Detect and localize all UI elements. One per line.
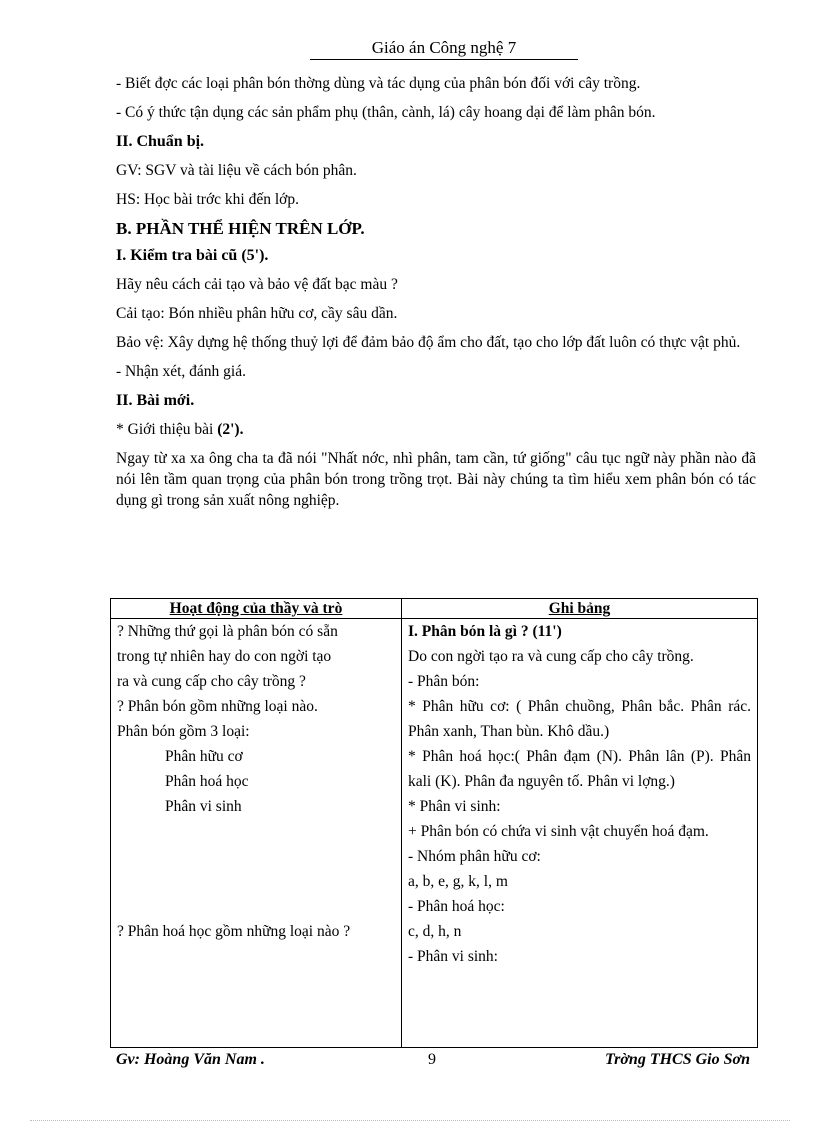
- review-assessment: - Nhận xét, đánh giá.: [116, 363, 246, 380]
- board-line: + Phân bón có chứa vi sinh vật chuyển hoá đạm.: [408, 823, 709, 840]
- heading-preparation: II. Chuẩn bị.: [116, 133, 205, 150]
- review-answer-improve: Cải tạo: Bón nhiều phân hữu cơ, cầy sâu dần.: [116, 305, 398, 322]
- header-activities: Hoạt động của thầy và trò: [111, 599, 402, 619]
- board-line: - Phân hoá học:: [408, 898, 505, 915]
- board-heading: I. Phân bón là gì ? (11'): [408, 623, 562, 640]
- board-line: - Phân bón:: [408, 673, 480, 690]
- review-answer-protect: Bảo vệ: Xây dựng hệ thống thuỷ lợi để đảm bảo độ ẩm cho đất, tạo cho lớp đất luôn có thực vật phủ.: [116, 334, 741, 351]
- prep-student: HS: Học bài trớc khi đến lớp.: [116, 191, 299, 208]
- board-line: * Phân hoá học:( Phân đạm (N). Phân lân (P). Phân kali (K). Phân đa nguyên tố. Phân vi lợng.): [408, 748, 751, 790]
- table-row: [111, 619, 758, 1048]
- fertilizer-type-organic: Phân hữu cơ: [165, 748, 243, 765]
- intro-time: (2').: [217, 421, 244, 438]
- board-line: c, d, h, n: [408, 923, 462, 940]
- board-line: - Nhóm phân hữu cơ:: [408, 848, 541, 865]
- bottom-divider: [30, 1120, 790, 1121]
- review-question: Hãy nêu cách cải tạo và bảo vệ đất bạc màu ?: [116, 276, 398, 293]
- footer-page-number: 9: [428, 1051, 436, 1068]
- opening-paragraph: Ngay từ xa xa ông cha ta đã nói "Nhất nớc, nhì phân, tam cần, tứ giống" câu tục ngữ này phần nào đã nói lên tầm quan trọng của phân bón trong trồng trọt. Bài này chúng ta tìm hiểu xem phân bón có tác dụng gì trong sản xuất nông nghiệp.: [116, 450, 756, 509]
- objective-paragraph-1: - Biết đợc các loại phân bón thờng dùng và tác dụng của phân bón đối với cây trồng.: [116, 75, 641, 92]
- footer-teacher: Gv: Hoàng Văn Nam .: [116, 1051, 265, 1068]
- activity-line: ? Những thứ gọi là phân bón có sẵn: [117, 623, 338, 640]
- heading-new-lesson: II. Bài mới.: [116, 392, 195, 409]
- board-notes-cell: [402, 619, 758, 1048]
- lesson-content: [116, 73, 756, 518]
- page-footer: [116, 1051, 750, 1073]
- board-line: - Phân vi sinh:: [408, 948, 498, 965]
- header-board-notes: Ghi bảng: [402, 599, 758, 619]
- board-line: * Phân vi sinh:: [408, 798, 501, 815]
- heading-review: I. Kiểm tra bài cũ (5').: [116, 247, 269, 264]
- board-line: Do con ngời tạo ra và cung cấp cho cây trồng.: [408, 648, 694, 665]
- activity-line: ra và cung cấp cho cây trồng ?: [117, 673, 306, 690]
- page-header-title: Giáo án Công nghệ 7: [310, 38, 578, 60]
- activity-line: Phân bón gồm 3 loại:: [117, 723, 250, 740]
- activities-cell: [111, 619, 402, 1048]
- footer-school: Trờng THCS Gio Sơn: [604, 1051, 750, 1068]
- lesson-introduction: [116, 419, 756, 440]
- prep-teacher: GV: SGV và tài liệu về cách bón phân.: [116, 162, 357, 179]
- fertilizer-type-microbial: Phân vi sinh: [165, 798, 242, 815]
- intro-label: * Giới thiệu bài: [116, 421, 218, 438]
- activity-line: ? Phân hoá học gồm những loại nào ?: [117, 923, 351, 940]
- heading-section-b: B. PHẦN THỂ HIỆN TRÊN LỚP.: [116, 219, 365, 238]
- board-line: a, b, e, g, k, l, m: [408, 873, 508, 890]
- activity-line: ? Phân bón gồm những loại nào.: [117, 698, 318, 715]
- table-header-row: [111, 599, 758, 619]
- board-line: * Phân hữu cơ: ( Phân chuồng, Phân bắc. Phân rác. Phân xanh, Than bùn. Khô dầu.): [408, 698, 751, 740]
- fertilizer-type-chemical: Phân hoá học: [165, 773, 249, 790]
- objective-paragraph-2: - Có ý thức tận dụng các sản phẩm phụ (thân, cành, lá) cây hoang dại để làm phân bón.: [116, 104, 656, 121]
- lesson-activity-table: [110, 598, 758, 1048]
- activity-line: trong tự nhiên hay do con ngời tạo: [117, 648, 332, 665]
